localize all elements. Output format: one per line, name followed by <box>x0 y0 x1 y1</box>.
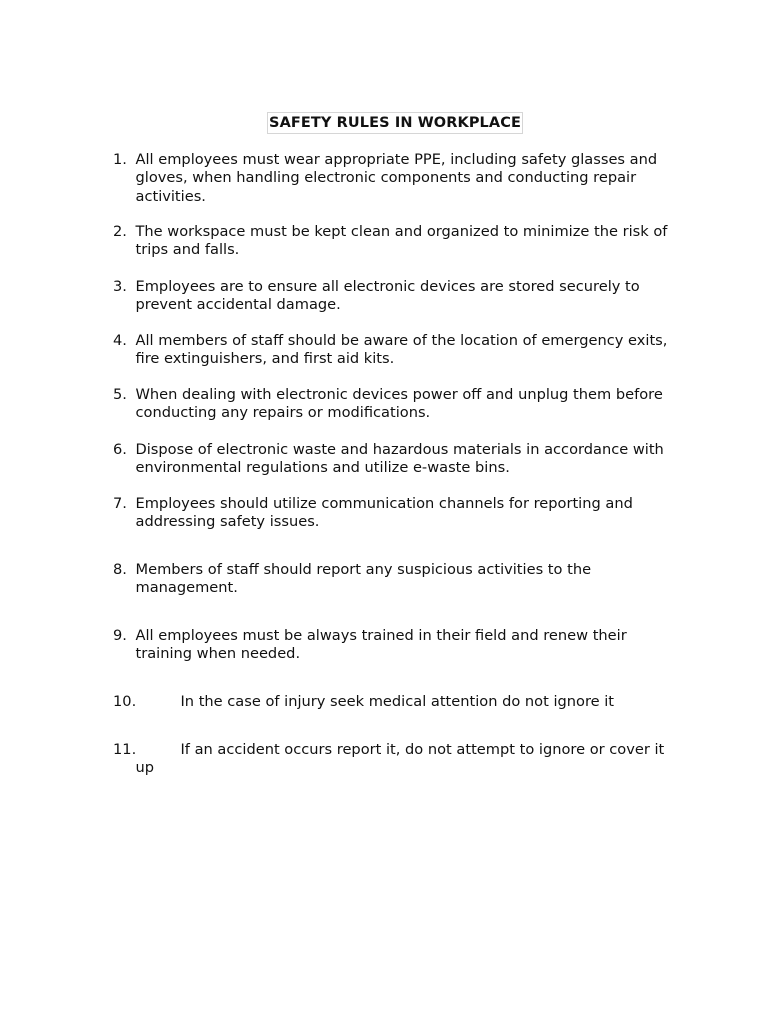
rule-item <box>113 151 683 206</box>
rule-number: 11. <box>113 741 137 758</box>
rule-text: Employees are to ensure all electronic devices are stored securely to prevent accidental damage. <box>135 278 640 314</box>
rule-item <box>113 441 683 478</box>
rule-number: 1. <box>113 151 127 168</box>
rule-number: 3. <box>113 278 127 295</box>
rule-number: 2. <box>113 223 127 240</box>
rule-text: Members of staff should report any suspicious activities to the management. <box>135 561 592 597</box>
rule-item <box>113 332 683 369</box>
rule-item <box>113 386 683 423</box>
rule-item <box>113 561 683 598</box>
document-title[interactable]: SAFETY RULES IN WORKPLACE <box>267 112 523 134</box>
rule-text: Employees should utilize communication channels for reporting and addressing safety issues. <box>135 495 633 531</box>
rule-number: 4. <box>113 332 127 349</box>
rule-number: 10. <box>113 693 137 710</box>
rule-number: 8. <box>113 561 127 578</box>
rule-item <box>113 627 683 664</box>
rule-text: All employees must be always trained in their field and renew their training when needed. <box>135 627 627 663</box>
rule-text: All members of staff should be aware of the location of emergency exits, fire extinguishers, and first aid kits. <box>135 332 668 368</box>
title-wrap <box>0 112 768 134</box>
rule-text: Dispose of electronic waste and hazardous materials in accordance with environmental regulations and utilize e-waste bins. <box>135 441 664 477</box>
rule-item <box>113 278 683 315</box>
rule-item <box>113 223 683 260</box>
rule-number: 6. <box>113 441 127 458</box>
rule-text: All employees must wear appropriate PPE, including safety glasses and gloves, when handling electronic components and conducting repair activities. <box>135 151 658 205</box>
rule-text: In the case of injury seek medical attention do not ignore it <box>180 693 615 710</box>
rule-number: 9. <box>113 627 127 644</box>
rule-number: 5. <box>113 386 127 403</box>
rule-item <box>113 741 683 778</box>
rule-text: When dealing with electronic devices power off and unplug them before conducting any repairs or modifications. <box>135 386 663 422</box>
rule-item <box>113 693 683 711</box>
rule-text: The workspace must be kept clean and organized to minimize the risk of trips and falls. <box>135 223 668 259</box>
rule-item <box>113 495 683 532</box>
rule-text: If an accident occurs report it, do not attempt to ignore or cover it up <box>135 741 665 777</box>
rule-number: 7. <box>113 495 127 512</box>
